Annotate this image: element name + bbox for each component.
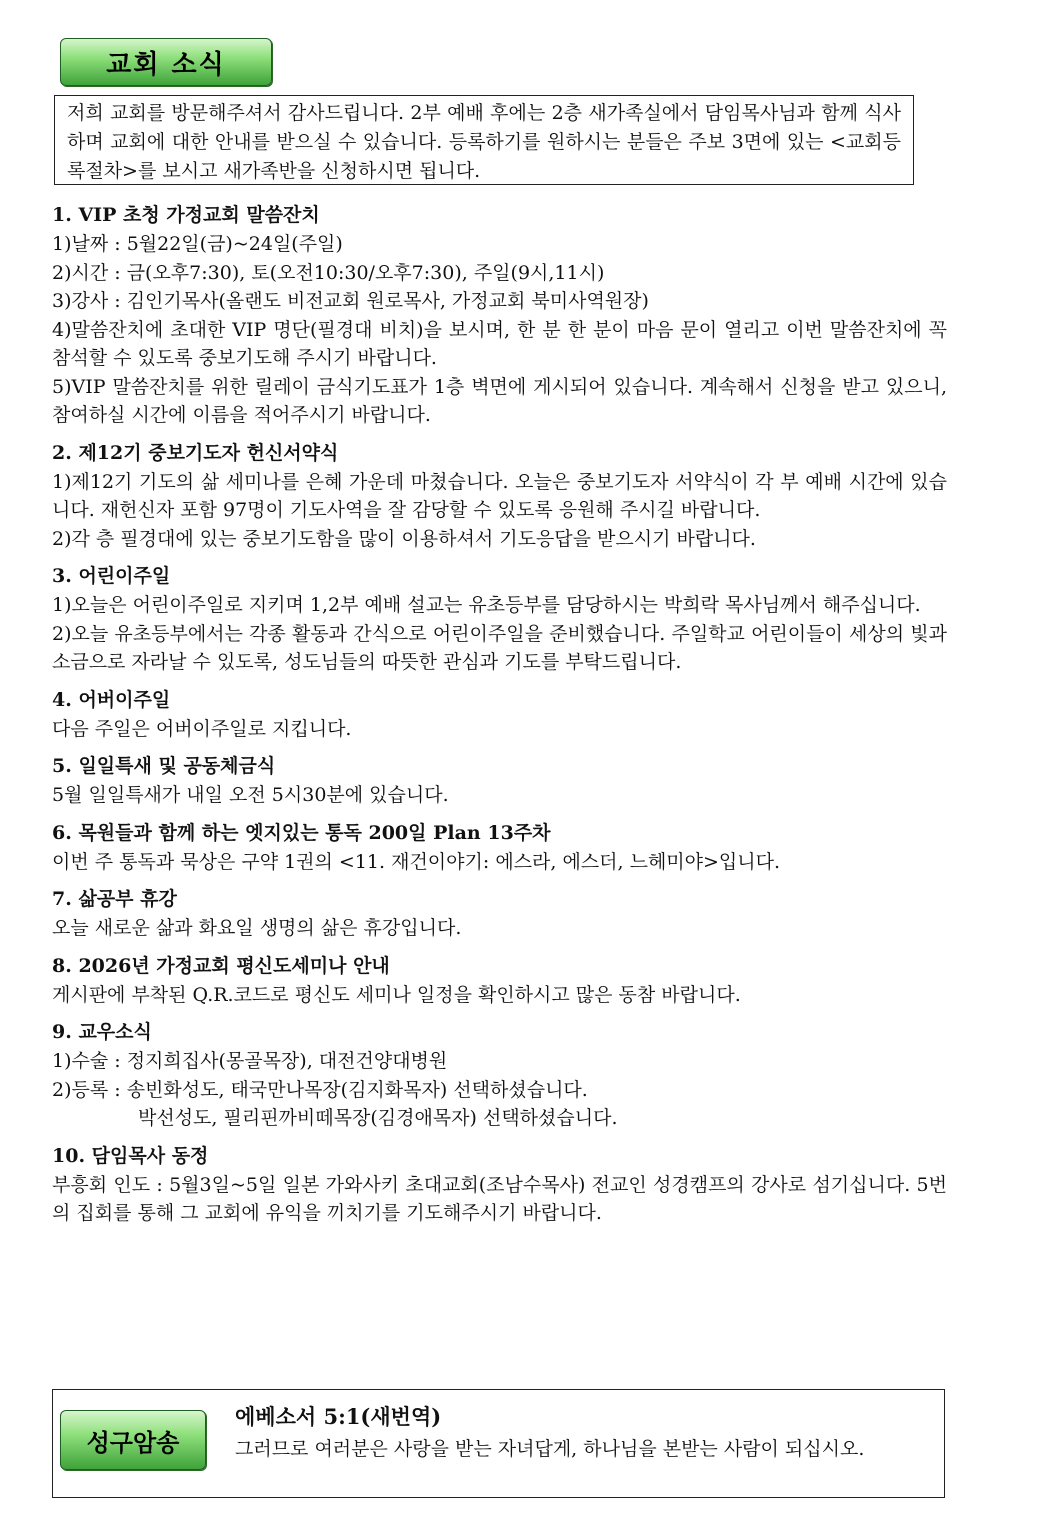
section-line: 1)날짜 : 5월22일(금)~24일(주일) <box>52 233 343 255</box>
section-line: 3)강사 : 김인기목사(올랜도 비전교회 원로목사, 가정교회 북미사역원장) <box>52 290 649 312</box>
memory-verse-box <box>52 1389 945 1498</box>
section-title: 5. 일일특새 및 공동체금식 <box>52 755 276 777</box>
news-section-childrens-day <box>52 561 947 677</box>
news-section-member-news <box>52 1017 947 1133</box>
section-line: 1)제12기 기도의 삶 세미나를 은혜 가운데 마쳤습니다. 오늘은 중보기도자 서약식이 각 부 예배 시간에 있습니다. 재헌신자 포함 97명이 기도사역을 잘 감당할 수 있도록 응원해 주시길 바랍니다. <box>52 470 947 521</box>
section-title: 10. 담임목사 동정 <box>52 1144 209 1167</box>
memory-verse-text: 그러므로 여러분은 사랑을 받는 자녀답게, 하나님을 본받는 사람이 되십시오. <box>235 1438 865 1460</box>
section-title: 4. 어버이주일 <box>52 688 171 711</box>
news-section-seminar <box>52 951 947 1010</box>
news-section-dawn-prayer <box>52 751 947 810</box>
section-line: 게시판에 부착된 Q.R.코드로 평신도 세미나 일정을 확인하시고 많은 동참 바랍니다. <box>52 983 741 1006</box>
news-section-bible-reading <box>52 818 947 877</box>
section-line: 2)시간 : 금(오후7:30), 토(오전10:30/오후7:30), 주일(9시,11시) <box>52 261 605 284</box>
section-line: 2)각 층 필경대에 있는 중보기도함을 많이 이용하셔서 기도응답을 받으시기 바랍니다. <box>52 527 756 550</box>
welcome-message: 저희 교회를 방문해주셔서 감사드립니다. 2부 예배 후에는 2층 새가족실에서 담임목사님과 함께 식사하며 교회에 대한 안내를 받으실 수 있습니다. 등록하기를 원하시는 분들은 주보 3면에 있는 <교회등록절차>를 보시고 새가족반을 신청하시면 됩니다. <box>67 102 901 182</box>
section-title: 3. 어린이주일 <box>52 565 171 587</box>
section-line: 2)등록 : 송빈화성도, 태국만나목장(김지화목자) 선택하셨습니다. <box>52 1078 588 1101</box>
section-title: 7. 삶공부 휴강 <box>52 888 177 910</box>
section-title: 2. 제12기 중보기도자 헌신서약식 <box>52 441 339 464</box>
section-title: 1. VIP 초청 가정교회 말씀잔치 <box>52 204 320 226</box>
news-section-class-break <box>52 884 947 943</box>
church-news-title: 교회 소식 <box>106 49 226 80</box>
section-line: 1)오늘은 어린이주일로 지키며 1,2부 예배 설교는 유초등부를 담당하시는 박희락 목사님께서 해주십니다. <box>52 594 921 616</box>
section-line: 5월 일일특새가 내일 오전 5시30분에 있습니다. <box>52 784 449 806</box>
section-line: 4)말씀잔치에 초대한 VIP 명단(필경대 비치)을 보시며, 한 분 한 분이 마음 문이 열리고 이번 말씀잔치에 꼭 참석할 수 있도록 중보기도해 주시기 바랍니다. <box>52 318 947 369</box>
memory-verse-badge <box>60 1410 206 1470</box>
church-news-title-badge <box>60 38 272 86</box>
section-line: 이번 주 통독과 묵상은 구약 1권의 <11. 재건이야기: 에스라, 에스더, 느헤미야>입니다. <box>52 850 781 873</box>
news-section-parents-day <box>52 685 947 744</box>
news-section-pastor-schedule <box>52 1141 947 1228</box>
news-section-intercessors <box>52 438 947 554</box>
section-title: 9. 교우소식 <box>52 1021 152 1043</box>
section-line: 부흥회 인도 : 5월3일~5일 일본 가와사키 초대교회(조남수목사) 전교인 성경캠프의 강사로 섬기십니다. 5번의 집회를 통해 그 교회에 유익을 끼치기를 기도해주시기 바랍니다. <box>52 1173 947 1224</box>
section-line: 1)수술 : 정지희집사(몽골목장), 대전건양대병원 <box>52 1050 448 1072</box>
news-section-vip <box>52 200 947 430</box>
memory-verse-reference: 에베소서 5:1(새번역) <box>235 1404 442 1429</box>
section-line: 다음 주일은 어버이주일로 지킵니다. <box>52 717 352 740</box>
section-title: 6. 목원들과 함께 하는 엣지있는 통독 200일 Plan 13주차 <box>52 821 551 844</box>
section-line: 5)VIP 말씀잔치를 위한 릴레이 금식기도표가 1층 벽면에 게시되어 있습니다. 계속해서 신청을 받고 있으니, 참여하실 시간에 이름을 적어주시기 바랍니다. <box>52 375 947 426</box>
memory-verse-badge-label: 성구암송 <box>86 1428 180 1457</box>
section-line: 오늘 새로운 삶과 화요일 생명의 삶은 휴강입니다. <box>52 917 462 939</box>
welcome-message-box <box>54 95 914 185</box>
section-title: 8. 2026년 가정교회 평신도세미나 안내 <box>52 954 390 977</box>
section-line-indented: 박선성도, 필리핀까비떼목장(김경애목자) 선택하셨습니다. <box>138 1107 618 1129</box>
news-list <box>52 200 947 1236</box>
section-line: 2)오늘 유초등부에서는 각종 활동과 간식으로 어린이주일을 준비했습니다. 주일학교 어린이들이 세상의 빛과 소금으로 자라날 수 있도록, 성도님들의 따뜻한 관심과 기도를 부탁드립니다. <box>52 622 947 673</box>
